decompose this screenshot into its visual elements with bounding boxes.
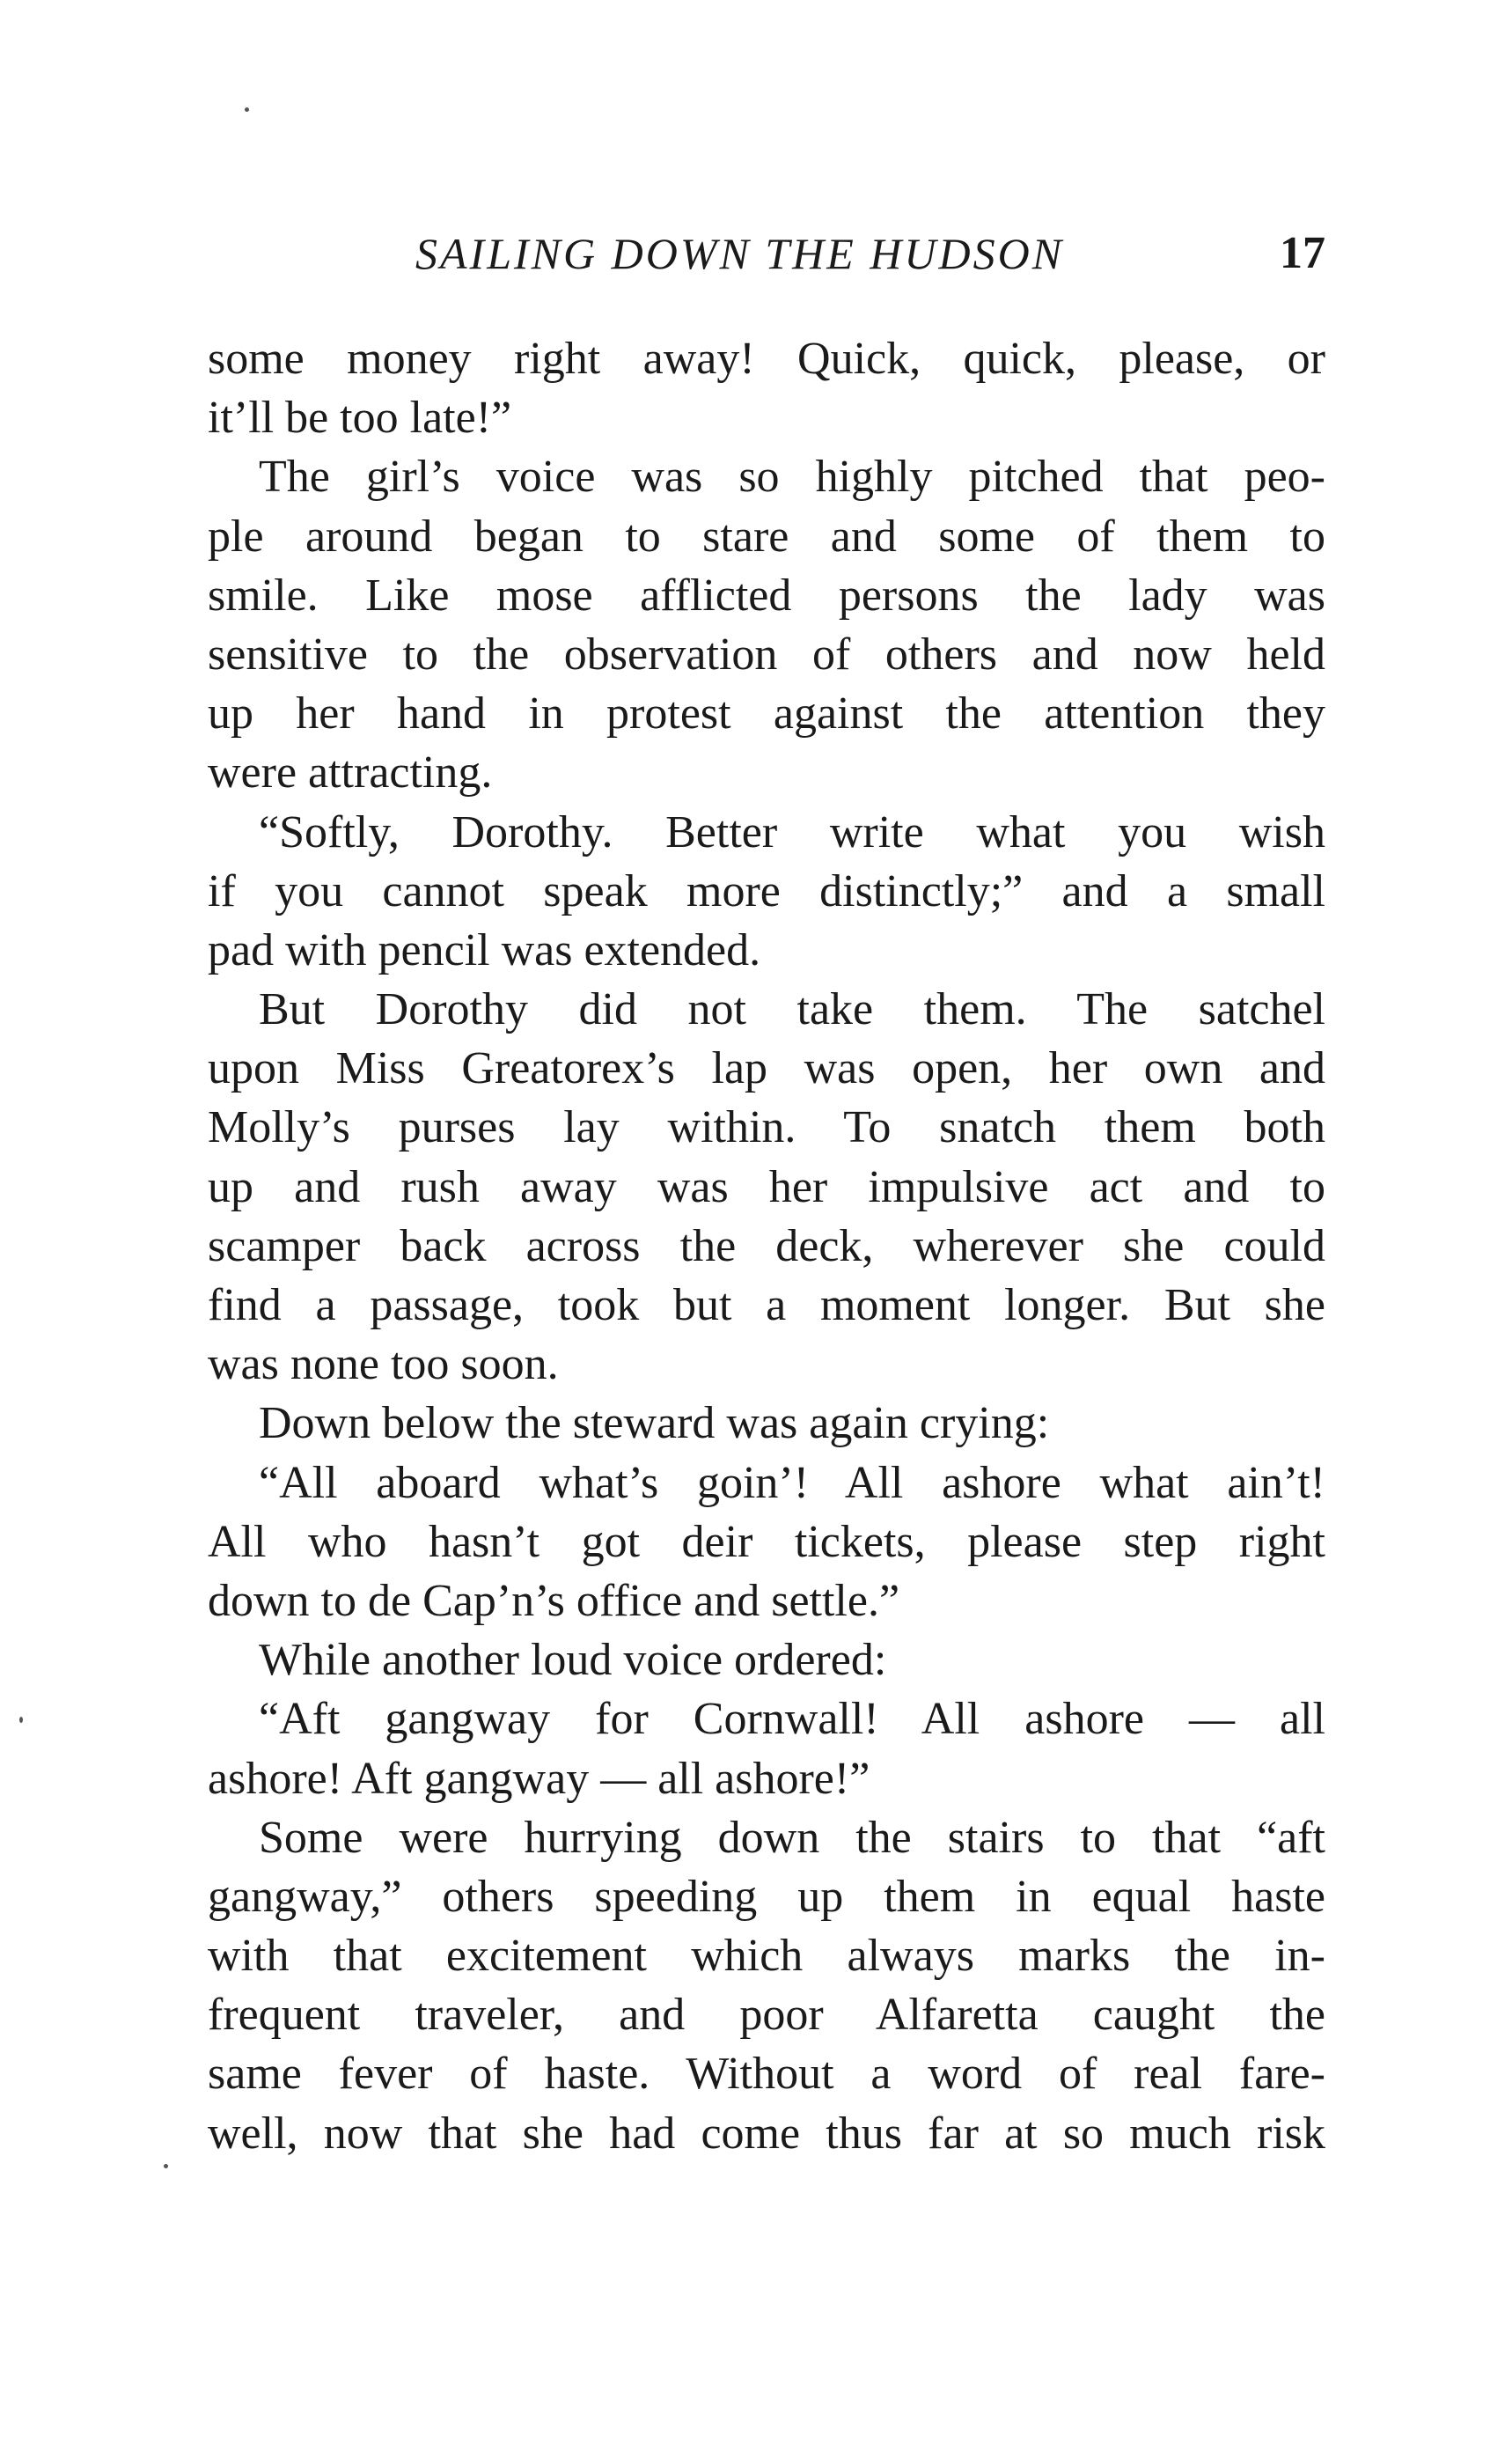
text-line: “Softly, Dorothy. Better write what you wish	[259, 806, 1325, 857]
text-line: down to de Cap’n’s office and settle.”	[208, 1575, 900, 1626]
text-line: upon Miss Greatorex’s lap was open, her own and	[208, 1043, 1325, 1094]
text-line: it’ll be too late!”	[208, 393, 512, 444]
text-line: frequent traveler, and poor Alfaretta caught the	[208, 1990, 1325, 2041]
page-header	[208, 218, 1325, 289]
paper-speck	[245, 107, 249, 112]
text-line: While another loud voice ordered:	[259, 1635, 887, 1686]
text-line: But Dorothy did not take them. The satchel	[259, 984, 1325, 1035]
page-number: 17	[1280, 228, 1325, 278]
text-line: “All aboard what’s goin’! All ashore what ain’t!	[259, 1457, 1325, 1508]
text-line: “Aft gangway for Cornwall! All ashore — all	[259, 1694, 1325, 1745]
text-line: ashore! Aft gangway — all ashore!”	[208, 1753, 870, 1804]
running-head: SAILING DOWN THE HUDSON	[415, 229, 1065, 278]
text-line: All who hasn’t got deir tickets, please step right	[208, 1516, 1325, 1567]
text-line: sensitive to the observation of others and now held	[208, 629, 1325, 680]
text-line: were attracting.	[208, 747, 493, 798]
text-line: if you cannot speak more distinctly;” and a small	[208, 865, 1325, 916]
text-line: with that excitement which always marks the in-	[208, 1931, 1325, 1982]
body-text	[208, 329, 1325, 2163]
text-line: smile. Like mose afflicted persons the lady was	[208, 570, 1325, 621]
text-line: Down below the steward was again crying:	[259, 1398, 1050, 1449]
text-line: pad with pencil was extended.	[208, 924, 761, 975]
paper-speck	[164, 2164, 168, 2168]
text-line: scamper back across the deck, wherever she could	[208, 1220, 1325, 1271]
text-line: gangway,” others speeding up them in equal haste	[208, 1871, 1325, 1922]
text-line: some money right away! Quick, quick, please, or	[208, 334, 1325, 384]
text-line: find a passage, took but a moment longer. But she	[208, 1280, 1325, 1330]
text-line: up and rush away was her impulsive act and to	[208, 1161, 1325, 1212]
paper-speck	[19, 1717, 23, 1723]
text-line: ple around began to stare and some of them to	[208, 511, 1325, 562]
text-line: The girl’s voice was so highly pitched that peo-	[259, 452, 1325, 503]
text-line: same fever of haste. Without a word of real fare-	[208, 2049, 1325, 2100]
text-line: up her hand in protest against the attention they	[208, 688, 1325, 740]
text-line: Molly’s purses lay within. To snatch them both	[208, 1102, 1325, 1153]
text-line: Some were hurrying down the stairs to that “aft	[259, 1812, 1325, 1863]
text-line: well, now that she had come thus far at so much risk	[208, 2108, 1325, 2159]
text-line: was none too soon.	[208, 1339, 559, 1390]
